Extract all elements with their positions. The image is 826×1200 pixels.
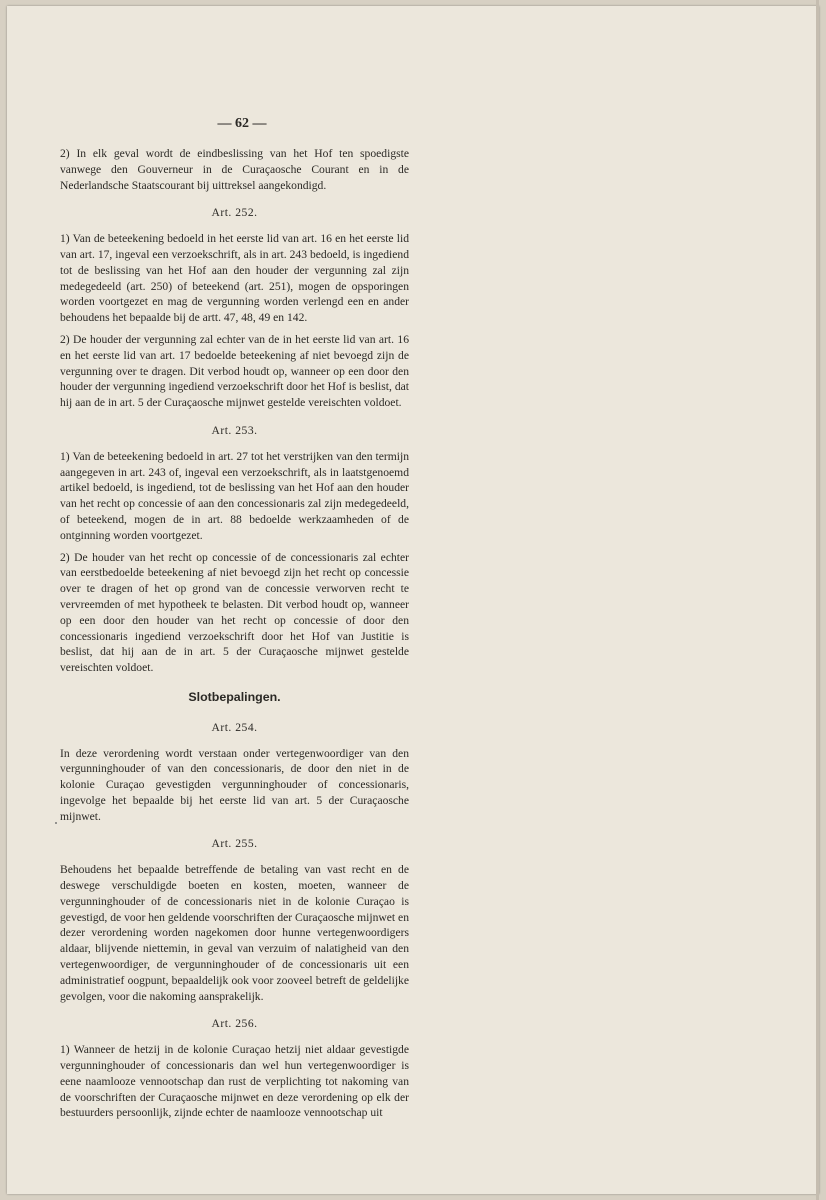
paragraph: 2) De houder der vergunning zal echter van de in het eerste lid van art. 16 en het eerste lid van art. 17 bedoelde beteekening af niet bevoegd zijn de vergunning over te dragen. Dit verbod houdt op, wanneer op een door den houder der vergunning ingediend verzoekschrift door het Hof is beslist, dat hij aan de in art. 5 der Curaçaosche mijnwet gestelde vereischten voldoet. bbox=[60, 332, 409, 410]
ink-speck bbox=[55, 822, 57, 824]
paragraph: 1) Van de beteekening bedoeld in het eerste lid van art. 16 en het eerste lid van art. 17, ingeval een verzoekschrift, als in art. 243 bedoeld, is ingediend tot de beslissing van het Hof aan den houder der vergunning zal zijn medegedeeld (art. 250) of beteekend (art. 251), mogen de opsporingen worden voortgezet en mag de vergunning worden verlengd een en ander behoudens het bepaalde bij de artt. 47, 48, 49 en 142. bbox=[60, 232, 409, 325]
page-number: — 62 — bbox=[217, 116, 267, 131]
page-edge bbox=[816, 0, 819, 1200]
paragraph: 2) De houder van het recht op concessie of de concessionaris zal echter van eerstbedoelde beteekening af niet bevoegd zijn het recht op concessie over te dragen of het op grond van de concessie verworven recht te vervreemden of met hypotheek te belasten. Dit verbod houdt op, wanneer op een door den houder van het recht op concessie of door den concessionaris ingediend verzoekschrift door het Hof van Justitie is beslist, dat hij aan de in art. 5 der Curaçaosche mijnwet gestelde vereischten voldoet. bbox=[60, 550, 409, 675]
text-column bbox=[60, 146, 409, 1127]
section-heading: Slotbepalingen. bbox=[188, 689, 281, 704]
paragraph: Behoudens het bepaalde betreffende de betaling van vast recht en de deswege verschuldigde boeten en kosten, moeten, wanneer de vergunninghouder of de concessionaris niet in de kolonie Curaçao is gevestigd, de voor hen geldende voorschriften der Curaçaosche mijnwet en dezer verordening worden nagekomen door hunne vertegenwoordigers aldaar, blijvende niettemin, in geval van verzuim of nalatigheid van den vertegenwoordiger, de vergunninghouder of de concessionaris uit een administratief oogpunt, bepaaldelijk ook voor zooveel betreft de geldelijke gevolgen, voor die nakoming aansprakelijk. bbox=[60, 863, 409, 1003]
paragraph: In deze verordening wordt verstaan onder vertegenwoordiger van den vergunninghouder of van den concessionaris, de door den niet in de kolonie Curaçao gevestigden vergunninghouder of concessionaris, ingevolge het bepaalde bij het eerste lid van art. 5 der Curaçaosche mijnwet. bbox=[60, 746, 409, 823]
paragraph: 1) Van de beteekening bedoeld in art. 27 tot het verstrijken van den termijn aangegeven in art. 243 of, ingeval een verzoekschrift, als in laatstgenoemd artikel bedoeld, is ingediend, tot de beslissing van het Hof aan den houder van het recht op concessie of aan den concessionaris zal zijn medegedeeld, of beteekend, mogen de in art. 88 bedoelde werkzaamheden of de ontginning worden voortgezet. bbox=[60, 449, 409, 542]
article-heading: Art. 256. bbox=[211, 1017, 258, 1031]
article-heading: Art. 253. bbox=[211, 423, 258, 437]
article-heading: Art. 254. bbox=[211, 720, 258, 734]
article-heading: Art. 252. bbox=[211, 206, 258, 220]
paragraph: 1) Wanneer de hetzij in de kolonie Curaçao hetzij niet aldaar gevestigde vergunninghouder of concessionaris dan wel hun vertegenwoordiger is eene naamlooze vennootschap dan rust de verplichting tot nakoming van de voorschriften der Curaçaosche mijnwet en deze verordening op elk der bestuurders persoonlijk, zijnde echter de naamlooze vennootschap uit bbox=[60, 1043, 409, 1120]
article-heading: Art. 255. bbox=[211, 837, 258, 851]
paragraph: 2) In elk geval wordt de eindbeslissing van het Hof ten spoedigste vanwege den Gouverneur in de Curaçaosche Courant en in de Nederlandsche Staatscourant bij uittreksel aangekondigd. bbox=[60, 147, 409, 192]
document-page bbox=[7, 6, 819, 1194]
